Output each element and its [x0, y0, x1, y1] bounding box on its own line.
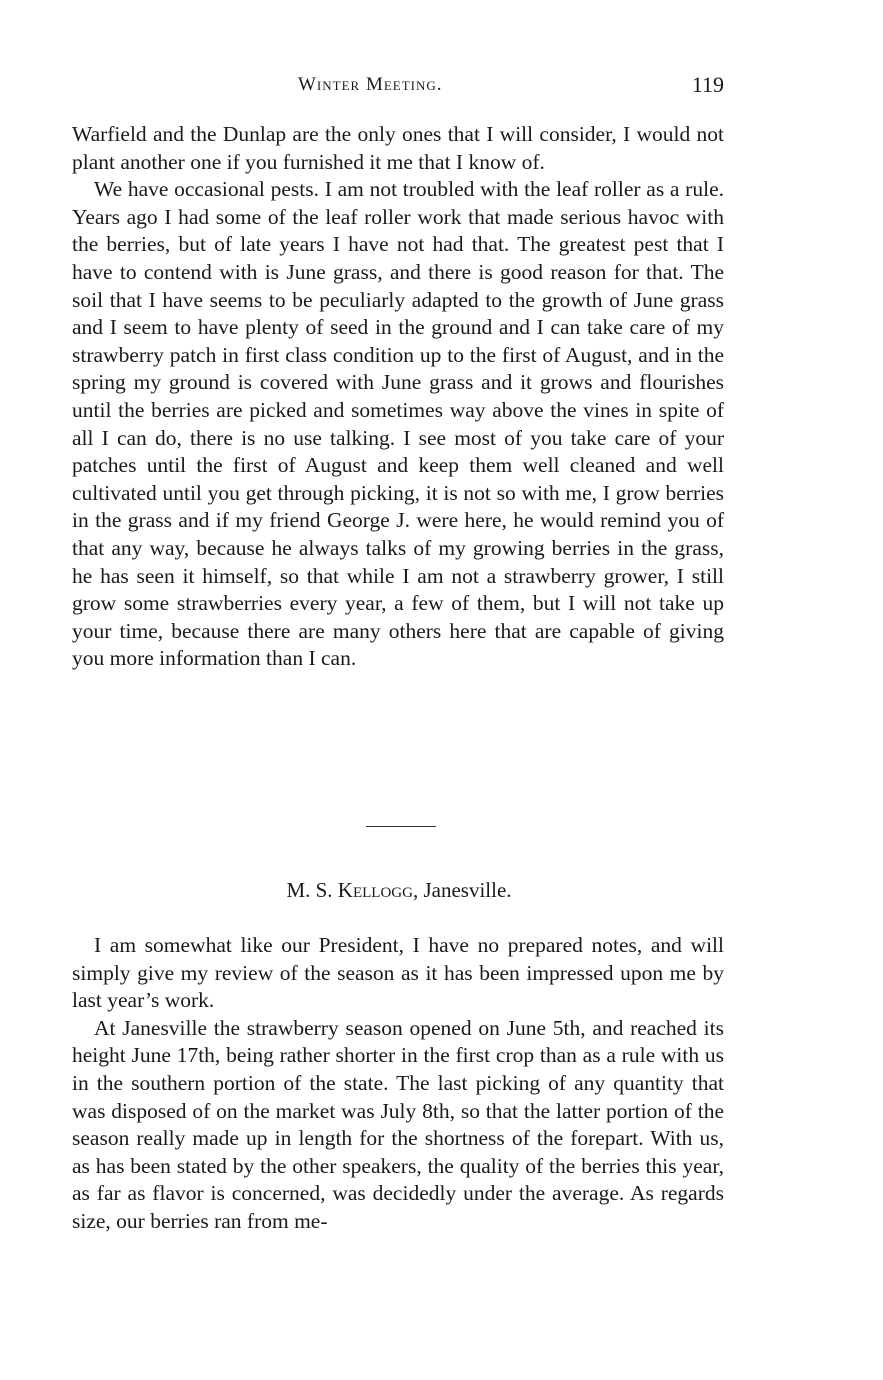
- page-number: 119: [691, 72, 724, 97]
- speaker-heading: [74, 878, 724, 903]
- paragraph: We have occasional pests. I am not troubled with the leaf roller as a rule. Years ago I had some of the leaf roller work that made serious havoc with the berries, but of late years I have not had that. The greatest pest that I have to contend with is June grass, and there is good reason for that. The soil that I have seems to be peculiarly adapted to the growth of June grass and I seem to have plenty of seed in the ground and I can take care of my strawberry patch in first class condition up to the first of August, and in the spring my ground is covered with June grass and it grows and flourishes until the berries are picked and sometimes way above the vines in spite of all I can do, there is no use talking. I see most of you take care of your patches until the first of August and keep them well cleaned and well cultivated until you get through picking, it is not so with me, I grow berries in the grass and if my friend George J. were here, he would remind you of that any way, because he always talks of my growing berries in the grass, he has seen it himself, so that while I am not a strawberry grower, I still grow some strawberries every year, a few of them, but I will not take up your time, because there are many others here that are capable of giving you more information than I can.: [72, 177, 724, 671]
- paragraph: I am somewhat like our President, I have no prepared notes, and will simply give my review of the season as it has been impressed upon me by last year’s work.: [72, 933, 724, 1013]
- speaker-name: M. S. Kellogg,: [286, 878, 419, 902]
- paragraph: At Janesville the strawberry season opened on June 5th, and reached its height June 17th, being rather shorter in the first crop than as a rule with us in the southern portion of the state. The last picking of any quantity that was disposed of on the market was July 8th, so that the latter portion of the season really made up in length for the shortness of the forepart. With us, as has been stated by the other speakers, the quality of the berries this year, as far as flavor is concerned, was decidedly under the average. As regards size, our berries ran from me-: [72, 1015, 724, 1233]
- running-header: [74, 74, 724, 104]
- running-title: Winter Meeting.: [298, 74, 443, 95]
- kellogg-remarks: [72, 932, 724, 1236]
- speaker-place: Janesville.: [423, 878, 512, 902]
- section-divider: [366, 826, 436, 827]
- discussion-continuation: [72, 121, 724, 673]
- paragraph: Warfield and the Dunlap are the only ones that I will consider, I would not plant another one if you furnished it me that I know of.: [72, 122, 724, 174]
